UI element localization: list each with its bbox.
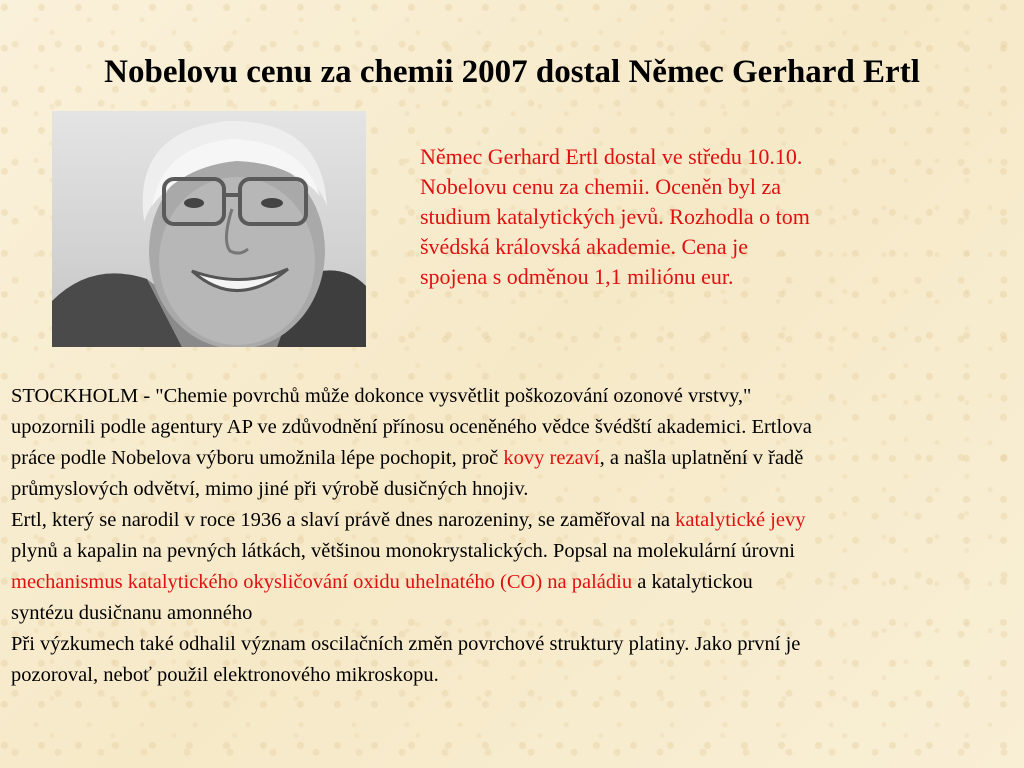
- highlight-mechanismus: mechanismus katalytického okysličování oxidu uhelnatého (CO) na paládiu: [11, 571, 633, 593]
- body-line: pozoroval, neboť použil elektronového mikroskopu.: [11, 664, 439, 686]
- body-line: [11, 505, 1016, 536]
- body-line: [11, 443, 1016, 474]
- intro-line: spojena s odměnou 1,1 miliónu eur.: [420, 264, 734, 289]
- portrait-photo: [52, 111, 366, 347]
- intro-line: Nobelovu cenu za chemii. Oceněn byl za: [420, 174, 782, 199]
- body-text-segment: a katalytickou: [632, 571, 753, 593]
- body-text-segment: práce podle Nobelova výboru umožnila lépe pochopit, proč: [11, 447, 504, 469]
- body-text-segment: Ertl, který se narodil v roce 1936 a slaví právě dnes narozeniny, se zaměřoval na: [11, 509, 676, 531]
- article-body: [11, 381, 1016, 691]
- body-line: upozornili podle agentury AP ve zdůvodnění přínosu oceněného vědce švédští akademici. Ertlova: [11, 416, 812, 438]
- body-line: Při výzkumech také odhalil význam oscilačních změn povrchové struktury platiny. Jako první je: [11, 633, 801, 655]
- body-line: [11, 567, 1016, 598]
- intro-line: studium katalytických jevů. Rozhodla o tom: [420, 204, 810, 229]
- highlight-kovy-rezavi: kovy rezaví: [503, 447, 600, 469]
- intro-line: švédská královská akademie. Cena je: [420, 234, 749, 259]
- body-line: průmyslových odvětví, mimo jiné při výrobě dusičných hnojiv.: [11, 478, 529, 500]
- body-line: syntézu dusičnanu amonného: [11, 602, 253, 624]
- body-text-segment: , a našla uplatnění v řadě: [599, 447, 804, 469]
- portrait-illustration: [52, 111, 366, 347]
- intro-paragraph: [420, 142, 940, 292]
- intro-line: Němec Gerhard Ertl dostal ve středu 10.10.: [420, 144, 803, 169]
- body-line: plynů a kapalin na pevných látkách, většinou monokrystalických. Popsal na molekulární úrovni: [11, 540, 795, 562]
- highlight-katalyticke-jevy: katalytické jevy: [675, 509, 806, 531]
- body-line: STOCKHOLM - "Chemie povrchů může dokonce vysvětlit poškozování ozonové vrstvy,": [11, 385, 752, 407]
- slide-title: Nobelovu cenu za chemii 2007 dostal Němec Gerhard Ertl: [104, 54, 920, 90]
